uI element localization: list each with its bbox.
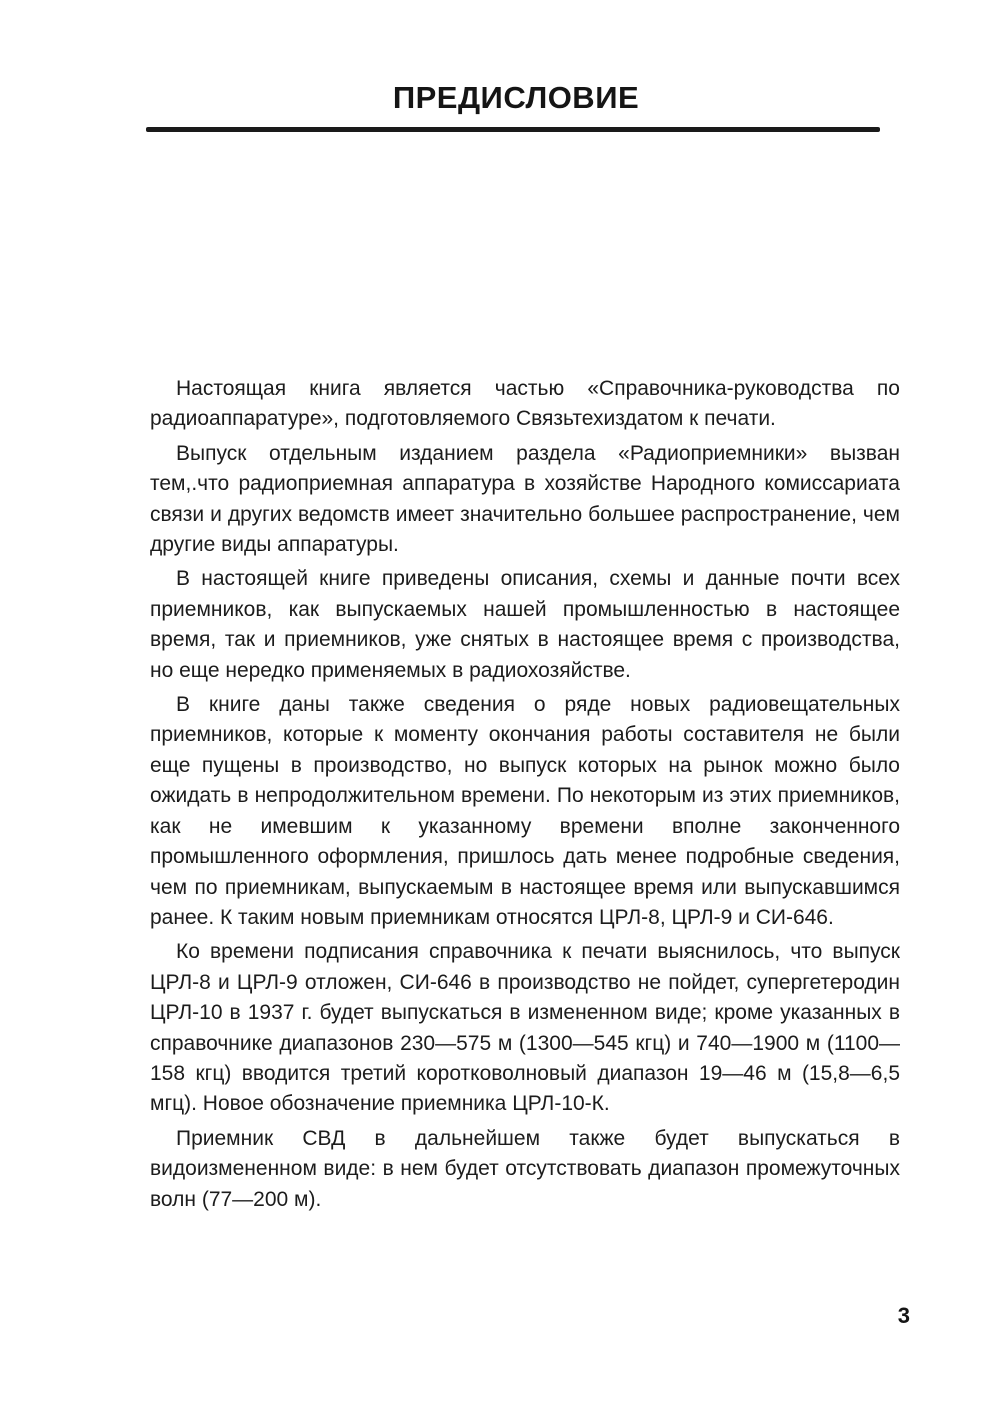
page-number: 3 — [897, 1303, 910, 1328]
page-title: ПРЕДИСЛОВИЕ — [392, 80, 640, 115]
paragraph: Настоящая книга является частью «Справочника-руководства по радиоаппаратуре», подготовляемого Связьтехиздатом к печати. — [150, 377, 900, 431]
paragraph: Приемник СВД в дальнейшем также будет выпускаться в видоизмененном виде: в нем будет отсутствовать диапазон промежуточных волн (77—200 м). — [150, 1126, 900, 1211]
paragraph: В настоящей книге приведены описания, схемы и данные почти всех приемников, как выпускаемых нашей промышленностью в настоящее время, так и приемников, уже снятых в настоящее время с производства, но еще нередко применяемых в радиохозяйстве. — [150, 567, 900, 682]
paragraph: Выпуск отдельным изданием раздела «Радиоприемники» вызван тем,.что радиоприемная аппаратура в хозяйстве Народного комиссариата связи и других ведомств имеет значительно большее распространение, чем другие виды аппаратуры. — [150, 441, 900, 557]
heading-rule — [146, 127, 880, 132]
paragraph: В книге даны также сведения о ряде новых радиовещательных приемников, которые к моменту окончания работы составителя не были еще пущены в производство, но выпуск которых на рынок можно было ожидать в непродолжительном времени. По некоторым из этих приемников, как не имевшим к указанному времени вполне законченного промышленного оформления, пришлось дать менее подробные сведения, чем по приемникам, выпускаемым в настоящее время или выпускавшимся ранее. К таким новым приемникам относятся ЦРЛ-8, ЦРЛ-9 и СИ-646. — [150, 693, 900, 929]
body-text — [150, 374, 900, 1215]
paragraph: Ко времени подписания справочника к печати выяснилось, что выпуск ЦРЛ-8 и ЦРЛ-9 отложен, СИ-646 в производство не пойдет, супергетеродин ЦРЛ-10 в 1937 г. будет выпускаться в измененном виде; кроме указанных в справочнике диапазонов 230—575 м (1300—545 кгц) и 740—1900 м (1100—158 кгц) вводится третий коротковолновый диапазон 19—46 м (15,8—6,5 мгц). Новое обозначение приемника ЦРЛ-10-К. — [150, 940, 900, 1116]
